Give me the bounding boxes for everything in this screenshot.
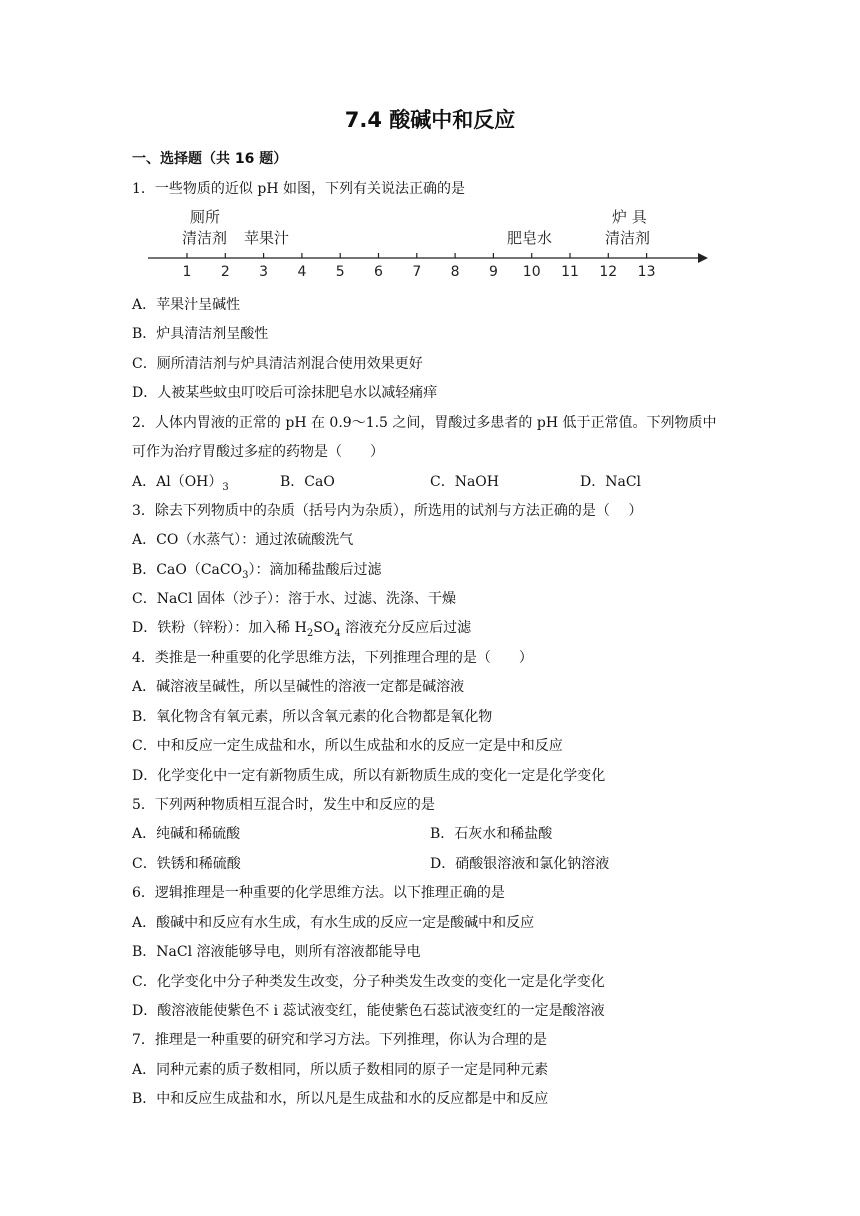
tick-label-3: 3 xyxy=(259,264,269,280)
label-soap-water: 肥皂水 xyxy=(507,229,553,247)
page-title: 7.4 酸碱中和反应 xyxy=(344,108,516,132)
q7-option-a: A．同种元素的质子数相同，所以质子数相同的原子一定是同种元素 xyxy=(132,1062,549,1078)
tick-label-10: 10 xyxy=(522,264,541,280)
q3-option-d-pre: D．铁粉（锌粉）：加入稀 H xyxy=(132,620,307,636)
q2-option-a-text: A．Al（OH） xyxy=(132,474,223,490)
tick-label-1: 1 xyxy=(182,264,192,280)
q5-option-c: C．铁锈和稀硫酸 xyxy=(132,856,241,872)
q3-option-b-sub: 3 xyxy=(242,569,249,581)
q3-option-d-sub1: 2 xyxy=(306,627,314,639)
label-kitchen-1: 炉 具 xyxy=(612,208,647,226)
question-2-stem-line1: 2．人体内胃液的正常的 pH 在 0.9～1.5 之间，胃酸过多患者的 pH 低于正常值。下列物质中 xyxy=(132,415,717,431)
tick-label-2: 2 xyxy=(220,264,230,280)
q6-option-b: B．NaCl 溶液能够导电，则所有溶液都能导电 xyxy=(132,944,421,960)
q4-option-b: B．氧化物含有氧元素，所以含氧元素的化合物都是氧化物 xyxy=(132,709,493,725)
tick-label-8: 8 xyxy=(450,264,460,280)
tick-label-4: 4 xyxy=(297,264,307,280)
tick-label-12: 12 xyxy=(599,264,618,280)
q3-option-c: C．NaCl 固体（沙子）：溶于水、过滤、洗涤、干燥 xyxy=(132,591,456,607)
tick-group xyxy=(183,253,656,280)
q5-option-a: A．纯碱和稀硫酸 xyxy=(132,826,241,842)
q2-option-b: B．CaO xyxy=(280,474,335,490)
q3-option-d xyxy=(132,617,471,639)
q1-option-a: A．苹果汁呈碱性 xyxy=(132,297,241,313)
ph-scale-figure xyxy=(140,198,720,280)
question-5-stem: 5．下列两种物质相互混合时，发生中和反应的是 xyxy=(132,797,435,813)
tick-label-13: 13 xyxy=(637,264,656,280)
q3-option-a: A．CO（水蒸气）：通过浓硫酸洗气 xyxy=(132,532,354,548)
question-3-stem: 3．除去下列物质中的杂质（括号内为杂质），所选用的试剂与方法正确的是（ ） xyxy=(132,503,643,519)
q2-option-a-sub: 3 xyxy=(222,481,229,493)
q1-option-b: B．炉具清洁剂呈酸性 xyxy=(132,326,269,342)
q3-option-b xyxy=(132,559,381,581)
q3-option-d-sub2: 4 xyxy=(334,627,341,639)
question-2-stem-line2: 可作为治疗胃酸过多症的药物是（ ） xyxy=(132,444,384,460)
q4-option-c: C．中和反应一定生成盐和水，所以生成盐和水的反应一定是中和反应 xyxy=(132,738,563,754)
q2-option-c: C．NaOH xyxy=(430,474,499,490)
tick-label-7: 7 xyxy=(412,264,422,280)
q6-option-c: C．化学变化中分子种类发生改变，分子种类发生改变的变化一定是化学变化 xyxy=(132,974,605,990)
section-heading: 一、选择题（共 16 题） xyxy=(132,151,288,167)
q4-option-d: D．化学变化中一定有新物质生成，所以有新物质生成的变化一定是化学变化 xyxy=(132,768,606,784)
label-toilet-2: 清洁剂 xyxy=(182,229,228,247)
tick-label-9: 9 xyxy=(488,264,498,280)
q1-option-d: D．人被某些蚊虫叮咬后可涂抹肥皂水以减轻痛痒 xyxy=(132,385,438,401)
label-toilet-1: 厕所 xyxy=(190,208,221,226)
q2-option-a xyxy=(132,471,229,493)
tick-label-11: 11 xyxy=(561,264,579,280)
question-1-stem: 1．一些物质的近似 pH 如图，下列有关说法正确的是 xyxy=(132,181,465,197)
q1-option-c: C．厕所清洁剂与炉具清洁剂混合使用效果更好 xyxy=(132,356,423,372)
q6-option-d: D．酸溶液能使紫色不 i 蕊试液变红，能使紫色石蕊试液变红的一定是酸溶液 xyxy=(132,1003,605,1019)
question-4-stem: 4．类推是一种重要的化学思维方法，下列推理合理的是（ ） xyxy=(132,650,533,666)
q3-option-b-post: ）：滴加稀盐酸后过滤 xyxy=(248,562,382,578)
q4-option-a: A．碱溶液呈碱性，所以呈碱性的溶液一定都是碱溶液 xyxy=(132,679,465,695)
q5-option-b: B．石灰水和稀盐酸 xyxy=(430,826,553,842)
axis-arrow xyxy=(698,253,708,263)
q7-option-b: B．中和反应生成盐和水，所以凡是生成盐和水的反应都是中和反应 xyxy=(132,1091,549,1107)
q3-option-b-pre: B．CaO（CaCO xyxy=(132,562,243,578)
label-kitchen-2: 清洁剂 xyxy=(605,229,651,247)
question-6-stem: 6．逻辑推理是一种重要的化学思维方法。以下推理正确的是 xyxy=(132,885,505,901)
q3-option-d-post: 溶液充分反应后过滤 xyxy=(340,620,472,636)
question-7-stem: 7．推理是一种重要的研究和学习方法。下列推理，你认为合理的是 xyxy=(132,1032,547,1048)
q3-option-d-mid: SO xyxy=(313,620,335,636)
tick-label-6: 6 xyxy=(374,264,383,280)
label-apple-juice: 苹果汁 xyxy=(244,229,290,247)
q2-option-d: D．NaCl xyxy=(580,474,642,490)
q5-option-d: D．硝酸银溶液和氯化钠溶液 xyxy=(430,856,610,872)
tick-label-5: 5 xyxy=(335,264,345,280)
q6-option-a: A．酸碱中和反应有水生成，有水生成的反应一定是酸碱中和反应 xyxy=(132,915,535,931)
